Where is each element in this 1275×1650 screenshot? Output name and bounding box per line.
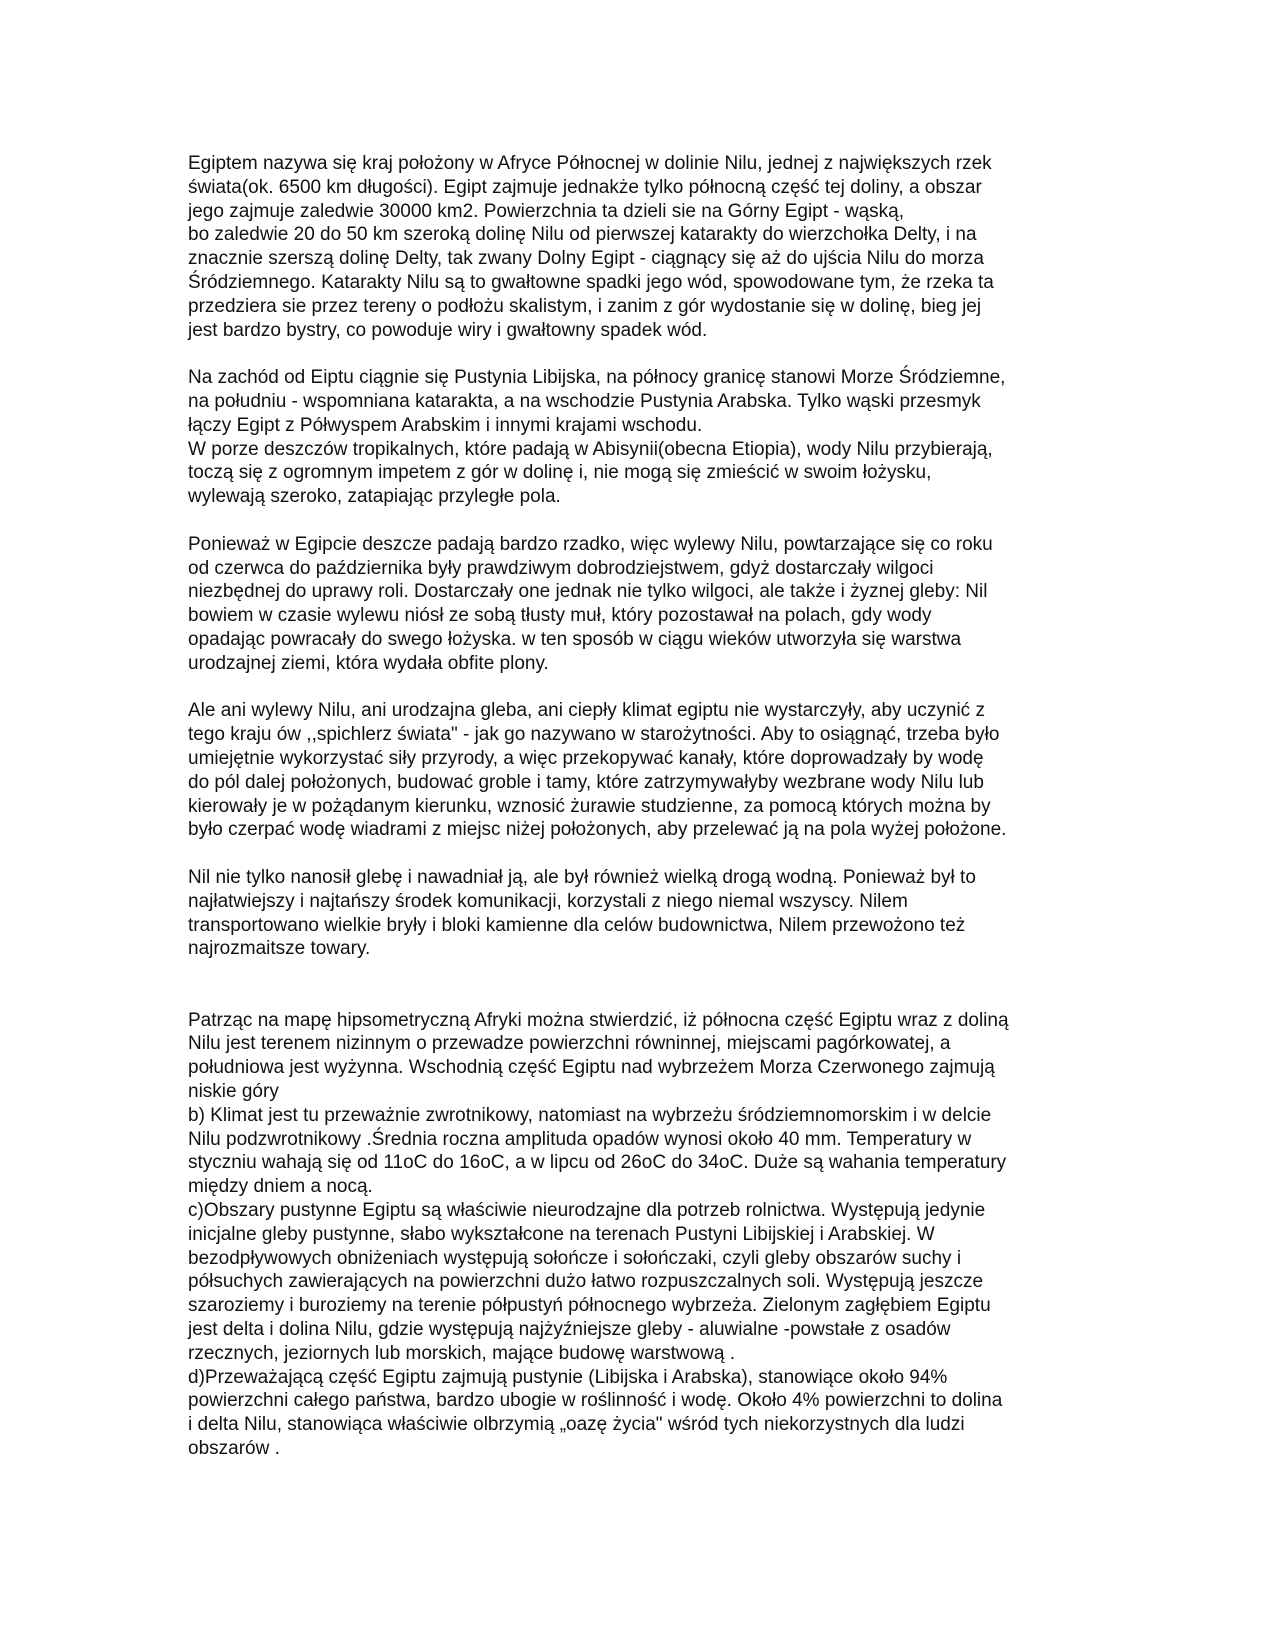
text-line: Nilu podzwrotnikowy .Średnia roczna amplituda opadów wynosi około 40 mm. Temperatury w xyxy=(188,1128,972,1150)
paragraph-irrigation xyxy=(188,699,1068,842)
text-line: transportowano wielkie bryły i bloki kamienne dla celów budownictwa, Nilem przewożono też xyxy=(188,914,966,936)
text-line: niezbędnej do uprawy roli. Dostarczały one jednak nie tylko wilgoci, ale także i żyznej gleby: Nil xyxy=(188,581,988,603)
text-line: szaroziemy i buroziemy na terenie półpustyń północnego wybrzeża. Zielonym zagłębiem Egiptu xyxy=(188,1295,991,1317)
text-line: urodzajnej ziemi, która wydała obfite plony. xyxy=(188,652,549,674)
text-line: powierzchni całego państwa, bardzo ubogie w roślinność i wodę. Około 4% powierzchni to dolina xyxy=(188,1390,1003,1412)
text-line: półsuchych zawierających na powierzchni dużo łatwo rozpuszczalnych soli. Występują jeszcze xyxy=(188,1271,984,1293)
text-line: toczą się z ogromnym impetem z gór w dolinę i, nie mogą się zmieścić w swoim łożysku, xyxy=(188,462,932,484)
text-line: Nilu jest terenem nizinnym o przewadze powierzchni równinnej, miejscami pagórkowatej, a xyxy=(188,1033,951,1055)
text-line: i delta Nilu, stanowiąca właściwie olbrzymią „oazę życia" wśród tych niekorzystnych dla ludzi xyxy=(188,1414,965,1436)
text-line: Ale ani wylewy Nilu, ani urodzajna gleba, ani ciepły klimat egiptu nie wystarczyły, aby uczynić z xyxy=(188,700,985,722)
text-line: opadając powracały do swego łożyska. w ten sposób w ciągu wieków utworzyła się warstwa xyxy=(188,628,962,650)
text-line: rzecznych, jeziornych lub morskich, mające budowę warstwową . xyxy=(188,1342,735,1364)
text-line: bo zaledwie 20 do 50 km szeroką dolinę Nilu od pierwszej katarakty do wierzchołka Delty, i na xyxy=(188,224,977,246)
text-line: bezodpływowych obniżeniach występują sołończe i sołończaki, czyli gleby obszarów suchy i xyxy=(188,1247,962,1269)
paragraph-physical-geography xyxy=(188,1009,1068,1461)
paragraph-spacer xyxy=(188,961,1068,1009)
paragraph-spacer xyxy=(188,509,1068,533)
text-line: południowa jest wyżynna. Wschodnią część Egiptu nad wybrzeżem Morza Czerwonego zajmują xyxy=(188,1057,995,1079)
paragraph-spacer xyxy=(188,842,1068,866)
text-line: Ponieważ w Egipcie deszcze padają bardzo rzadko, więc wylewy Nilu, powtarzające się co roku xyxy=(188,533,993,555)
text-line: Egiptem nazywa się kraj położony w Afryce Północnej w dolinie Nilu, jednej z największych rzek xyxy=(188,153,992,174)
text-line: łączy Egipt z Półwyspem Arabskim i innymi krajami wschodu. xyxy=(188,414,703,436)
text-line: bowiem w czasie wylewu niósł ze sobą tłusty muł, który pozostawał na polach, gdy wody xyxy=(188,605,932,627)
text-line: znacznie szerszą dolinę Delty, tak zwany Dolny Egipt - ciągnący się aż do ujścia Nilu do morza xyxy=(188,248,984,270)
text-line: inicjalne gleby pustynne, słabo wykształcone na terenach Pustyni Libijskiej i Arabskiej. W xyxy=(188,1223,935,1245)
text-line: Na zachód od Eiptu ciągnie się Pustynia Libijska, na północy granicę stanowi Morze Śródziemne, xyxy=(188,367,1006,389)
text-line: wylewają szeroko, zatapiając przyległe pola. xyxy=(188,486,561,508)
text-line: tego kraju ów ,,spichlerz świata" - jak go nazywano w starożytności. Aby to osiągnąć, trzeba było xyxy=(188,724,1000,746)
text-line: jest delta i dolina Nilu, gdzie występują najżyźniejsze gleby - aluwialne -powstałe z osadów xyxy=(188,1319,951,1341)
text-line: Patrząc na mapę hipsometryczną Afryki można stwierdzić, iż północna część Egiptu wraz z doliną xyxy=(188,1009,1009,1031)
text-line: było czerpać wodę wiadrami z miejsc niżej położonych, aby przelewać ją na pola wyżej położone. xyxy=(188,819,1007,841)
text-line: Nil nie tylko nanosił glebę i nawadniał ją, ale był również wielką drogą wodną. Ponieważ był to xyxy=(188,866,976,888)
text-line: przedziera sie przez tereny o podłożu skalistym, i zanim z gór wydostanie się w dolinę, bieg jej xyxy=(188,295,982,317)
text-line: obszarów . xyxy=(188,1438,280,1460)
text-line: Śródziemnego. Katarakty Nilu są to gwałtowne spadki jego wód, spowodowane tym, że rzeka ta xyxy=(188,271,994,293)
text-line: najrozmaitsze towary. xyxy=(188,938,371,960)
text-line: niskie góry xyxy=(188,1081,279,1103)
paragraph-borders xyxy=(188,366,1068,509)
text-line: jego zajmuje zaledwie 30000 km2. Powierzchnia ta dzieli sie na Górny Egipt - wąską, xyxy=(188,200,905,222)
text-line: styczniu wahają się od 11oC do 16oC, a w lipcu od 26oC do 34oC. Duże są wahania temperatury xyxy=(188,1152,1007,1174)
text-line: b) Klimat jest tu przeważnie zwrotnikowy, natomiast na wybrzeżu śródziemnomorskim i w delcie xyxy=(188,1104,992,1126)
paragraph-spacer xyxy=(188,342,1068,366)
text-line: najłatwiejszy i najtańszy środek komunikacji, korzystali z niego niemal wszyscy. Nilem xyxy=(188,890,908,912)
text-line: d)Przeważającą część Egiptu zajmują pustynie (Libijska i Arabska), stanowiące około 94% xyxy=(188,1366,948,1388)
paragraph-transport xyxy=(188,866,1068,961)
text-line: na południu - wspomniana katarakta, a na wschodzie Pustynia Arabska. Tylko wąski przesmyk xyxy=(188,390,981,412)
paragraph-geography-intro xyxy=(188,152,1068,342)
paragraph-spacer xyxy=(188,676,1068,700)
text-line: umiejętnie wykorzystać siły przyrody, a więc przekopywać kanały, które doprowadzały by wodę xyxy=(188,747,984,769)
text-line: do pól dalej położonych, budować groble i tamy, które zatrzymywałyby wezbrane wody Nilu lub xyxy=(188,771,984,793)
text-line: kierowały je w pożądanym kierunku, wznosić żurawie studzienne, za pomocą których można by xyxy=(188,795,991,817)
paragraph-floods xyxy=(188,533,1068,676)
text-line: świata(ok. 6500 km długości). Egipt zajmuje jednakże tylko północną część tej doliny, a obszar xyxy=(188,176,982,198)
text-line: jest bardzo bystry, co powoduje wiry i gwałtowny spadek wód. xyxy=(188,319,708,341)
text-line: między dniem a nocą. xyxy=(188,1176,373,1198)
text-line: W porze deszczów tropikalnych, które padają w Abisynii(obecna Etiopia), wody Nilu przybierają, xyxy=(188,438,993,460)
text-line: c)Obszary pustynne Egiptu są właściwie nieurodzajne dla potrzeb rolnictwa. Występują jedynie xyxy=(188,1200,986,1222)
text-line: od czerwca do października były prawdziwym dobrodziejstwem, gdyż dostarczały wilgoci xyxy=(188,557,934,579)
document-body xyxy=(188,152,1068,1461)
